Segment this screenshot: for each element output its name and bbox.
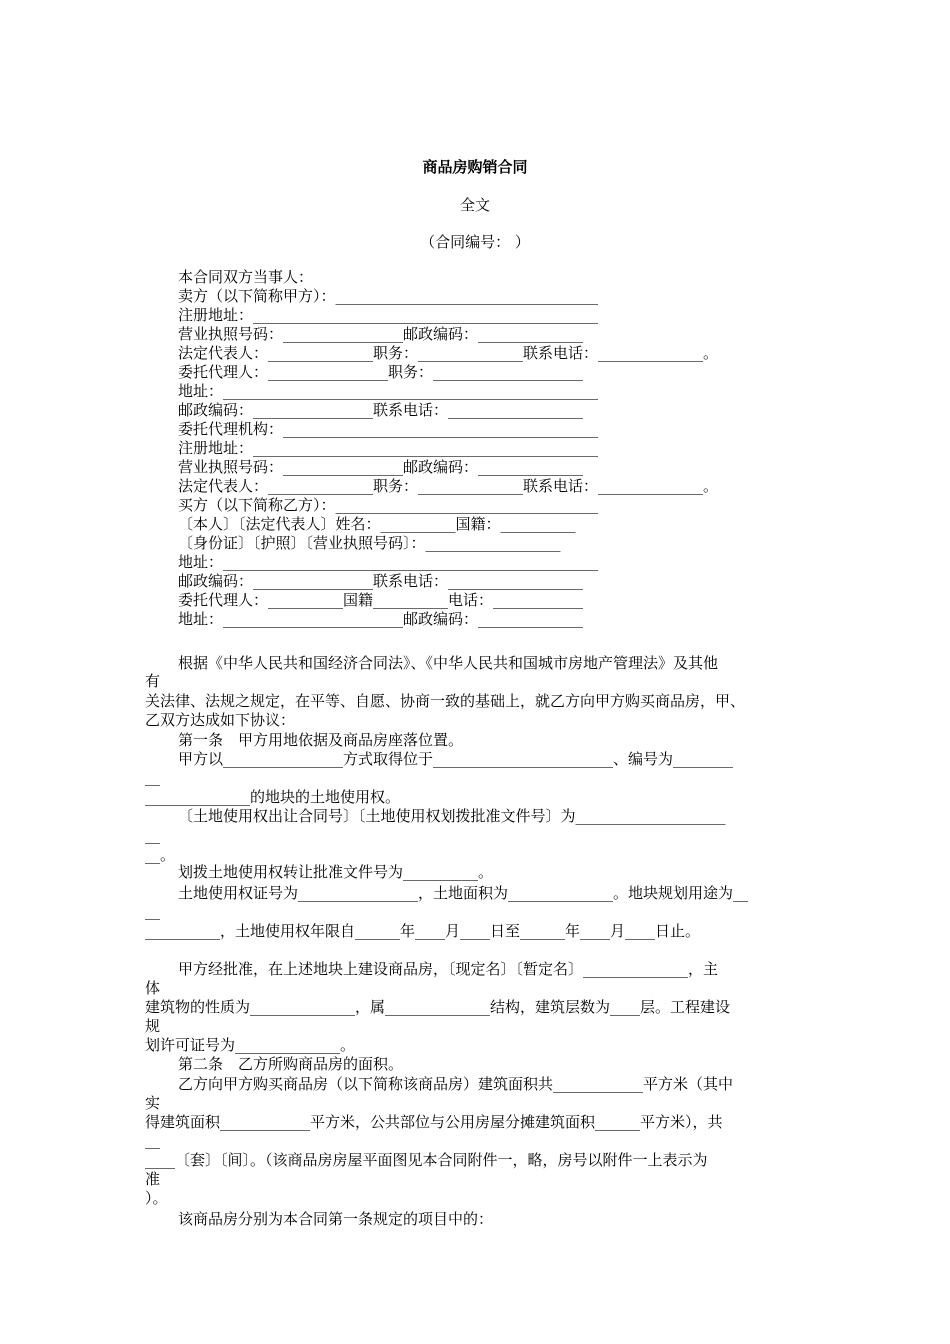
body-text-line: 甲方以________________方式取得位于________________________、编号为________ bbox=[178, 750, 734, 768]
buyer-field-line: 买方（以下简称乙方）：___________________________________ bbox=[178, 496, 599, 514]
body-text-line: 建筑物的性质为______________，属______________结构，建筑层数为____层。工程建设 bbox=[145, 998, 731, 1016]
body-text-line: 划拨土地使用权转让批准文件号为__________。 bbox=[178, 863, 494, 881]
seller-field-line: 法定代表人：______________职务：______________联系电话：______________。 bbox=[178, 344, 719, 362]
body-text-line: 体 bbox=[145, 979, 161, 997]
page-subtitle: 全文 bbox=[459, 196, 490, 214]
body-text-line: 根据《中华人民共和国经济合同法》、《中华人民共和国城市房地产管理法》及其他 bbox=[178, 654, 719, 672]
buyer-field-line: 地址：__________________________________________________ bbox=[178, 553, 599, 571]
body-text-line: 甲方经批准，在上述地块上建设商品房，〔现定名〕〔暂定名〕______________，主 bbox=[178, 960, 719, 978]
seller-field-line: 委托代理人：________________职务：____________________ bbox=[178, 363, 584, 381]
body-text-line: 划许可证号为______________。 bbox=[145, 1036, 356, 1054]
body-text-line: 乙方向甲方购买商品房（以下简称该商品房）建筑面积共____________平方米（其中 bbox=[178, 1075, 734, 1093]
body-text-line: 该商品房分别为本合同第一条规定的项目中的： bbox=[178, 1210, 494, 1228]
body-text-line: ）。 bbox=[145, 1189, 168, 1207]
body-text-line: __。 bbox=[145, 846, 176, 864]
body-text-line: 准 bbox=[145, 1170, 161, 1188]
body-text-line: __ bbox=[145, 1131, 160, 1149]
seller-field-line: 营业执照号码：________________邮政编码：______________ bbox=[178, 325, 584, 343]
body-text-line: 〔土地使用权出让合同号〕〔土地使用权划拨批准文件号〕为____________________ bbox=[178, 807, 726, 825]
body-text-line: 乙双方达成如下协议： bbox=[145, 711, 296, 729]
buyer-field-line: 邮政编码：________________联系电话：__________________ bbox=[178, 572, 584, 590]
body-text-line: 实 bbox=[145, 1094, 161, 1112]
buyer-field-line: 〔身份证〕〔护照〕〔营业执照号码〕：__________________ bbox=[178, 534, 561, 552]
parties-intro: 本合同双方当事人： bbox=[178, 268, 314, 286]
seller-field-line: 邮政编码：________________联系电话：__________________ bbox=[178, 401, 584, 419]
seller-field-line: 营业执照号码：________________邮政编码：______________ bbox=[178, 458, 584, 476]
body-text-line: 有 bbox=[145, 672, 161, 690]
body-text-line: 第二条 乙方所购商品房的面积。 bbox=[178, 1055, 404, 1073]
body-text-line: __ bbox=[145, 826, 160, 844]
body-text-line: ______________的地块的土地使用权。 bbox=[145, 788, 401, 806]
seller-field-line: 地址：__________________________________________________ bbox=[178, 382, 599, 400]
body-text-line: 第一条 甲方用地依据及商品房座落位置。 bbox=[178, 731, 464, 749]
buyer-field-line: 地址：________________________邮政编码：______________ bbox=[178, 610, 584, 628]
seller-field-line: 委托代理机构：__________________________________________ bbox=[178, 420, 599, 438]
buyer-field-line: 委托代理人：__________国籍__________电话：____________ bbox=[178, 591, 584, 609]
body-text-line: 得建筑面积____________平方米，公共部位与公用房屋分摊建筑面积______平方米），共 bbox=[145, 1113, 723, 1131]
contract-number: （合同编号： ） bbox=[420, 233, 530, 251]
page-title: 商品房购销合同 bbox=[422, 158, 528, 176]
seller-field-line: 注册地址：______________________________________________ bbox=[178, 439, 599, 457]
seller-field-line: 注册地址：______________________________________________ bbox=[178, 306, 599, 324]
body-text-line: __ bbox=[145, 768, 160, 786]
body-text-line: __ bbox=[145, 902, 160, 920]
body-text-line: 关法律、法规之规定，在平等、自愿、协商一致的基础上，就乙方向甲方购买商品房，甲、 bbox=[145, 692, 746, 710]
buyer-field-line: 〔本人〕〔法定代表人〕姓名：__________国籍：__________ bbox=[178, 515, 576, 533]
seller-field-line: 卖方（以下简称甲方）：___________________________________ bbox=[178, 287, 599, 305]
body-text-line: ____〔套〕〔间〕。（该商品房房屋平面图见本合同附件一，略，房号以附件一上表示为 bbox=[145, 1151, 708, 1169]
body-text-line: 土地使用权证号为________________，土地面积为______________。地块规划用途为__ bbox=[178, 884, 749, 902]
seller-field-line: 法定代表人：______________职务：______________联系电话：______________。 bbox=[178, 477, 719, 495]
body-text-line: 规 bbox=[145, 1017, 161, 1035]
body-text-line: __________，土地使用权年限自______年____月____日至______年____月____日止。 bbox=[145, 922, 701, 940]
